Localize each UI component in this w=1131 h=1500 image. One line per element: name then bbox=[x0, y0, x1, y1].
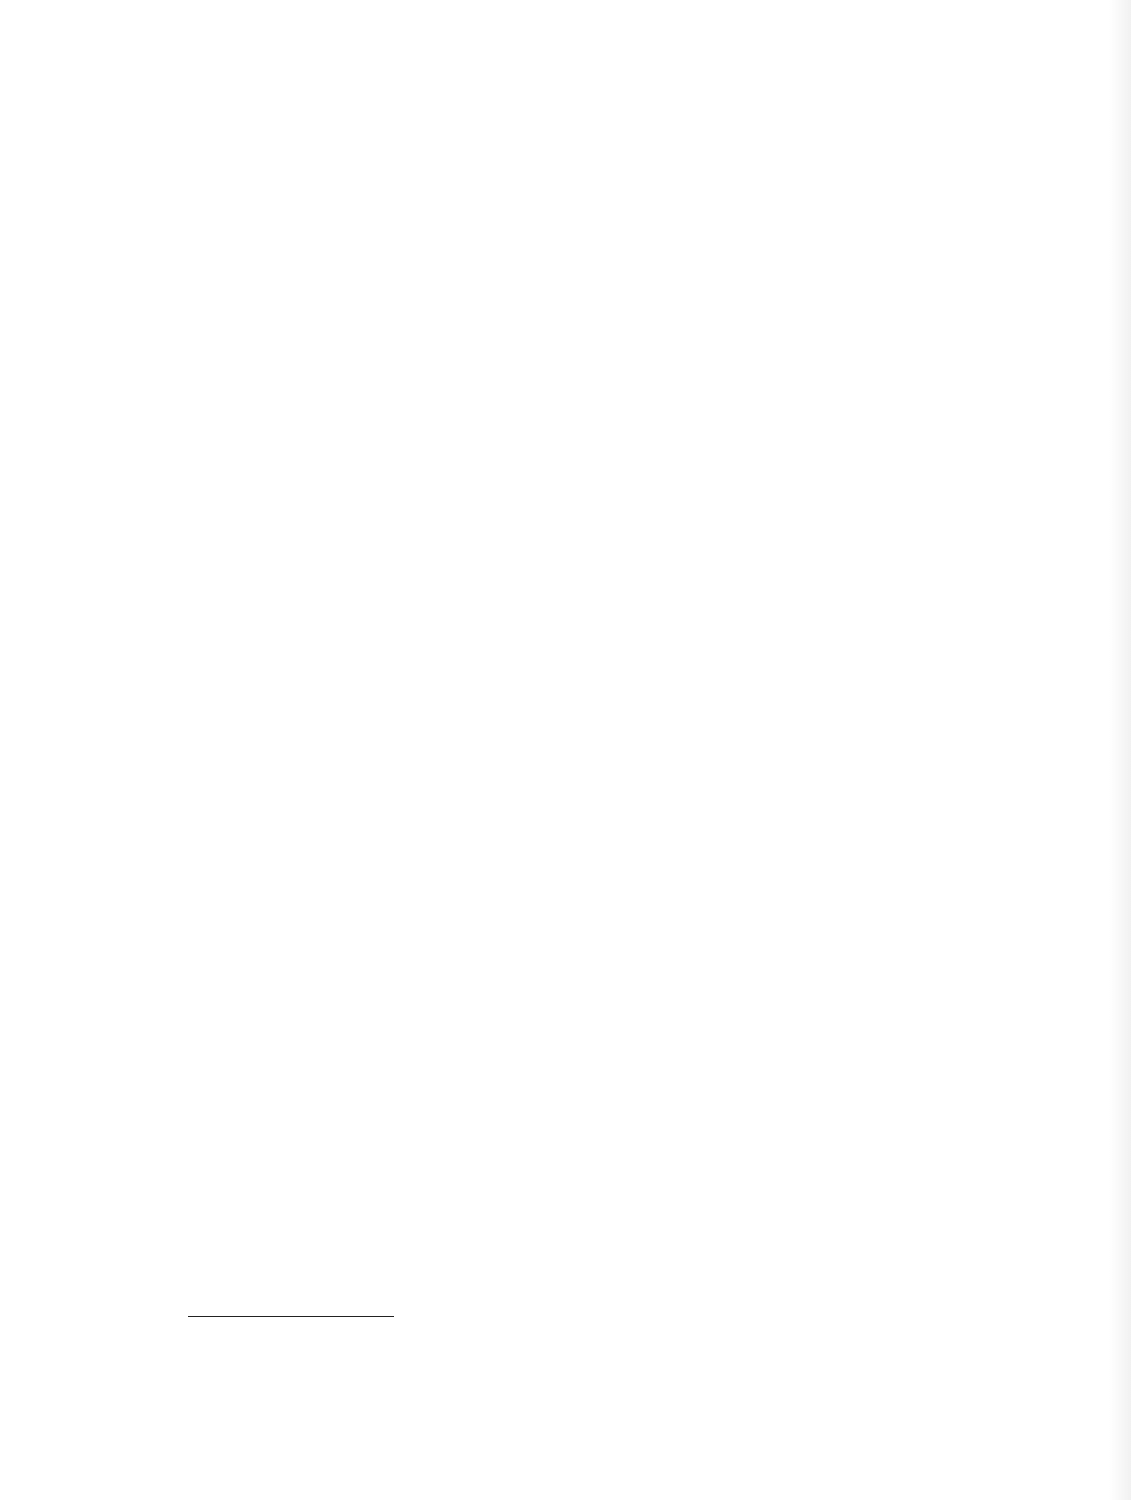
footnote-rule bbox=[188, 1316, 394, 1317]
page-edge-shadow bbox=[1109, 0, 1131, 1500]
